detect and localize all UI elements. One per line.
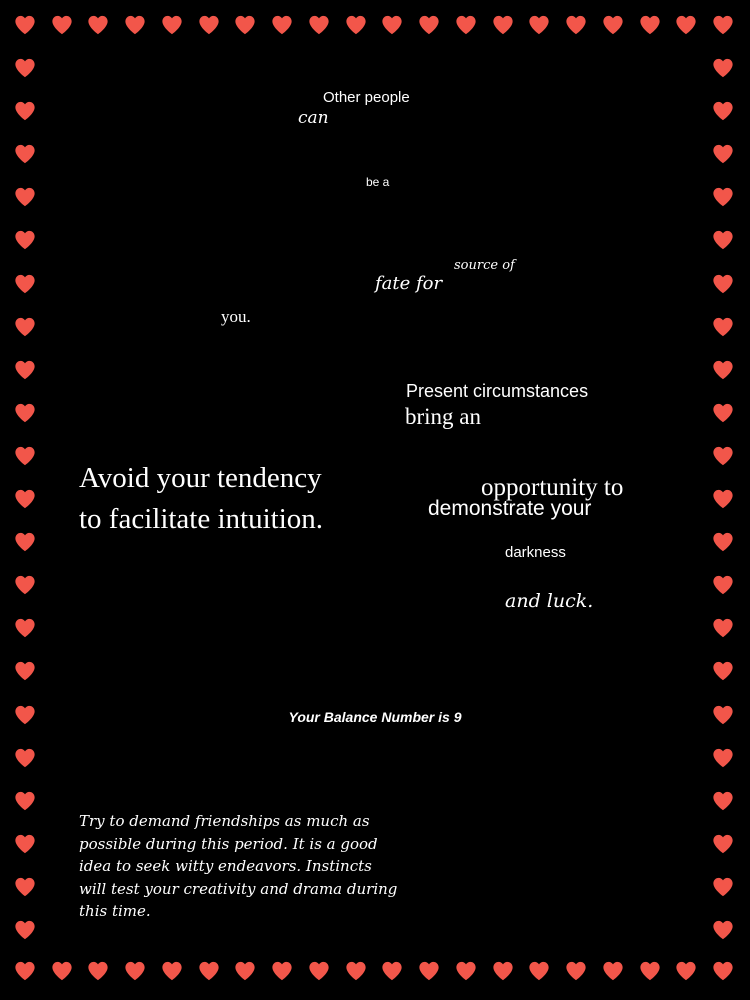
heart-icon: [712, 531, 734, 553]
heart-icon: [14, 445, 36, 467]
heart-icon: [308, 960, 330, 982]
heart-icon: [124, 960, 146, 982]
heart-icon: [14, 57, 36, 79]
fragment-other-people: Other people: [323, 89, 410, 106]
heart-icon: [51, 14, 73, 36]
heart-icon: [712, 57, 734, 79]
heart-icon: [565, 14, 587, 36]
fragment-source-of: source of: [454, 258, 515, 273]
heart-icon: [712, 790, 734, 812]
heart-icon: [639, 14, 661, 36]
advice-paragraph: Try to demand friendships as much as possible during this period. It is a good idea to seek witty endeavors. Instincts will test your creativity and drama during this time.: [79, 812, 398, 920]
heart-icon: [234, 14, 256, 36]
heart-icon: [565, 960, 587, 982]
heart-icon: [418, 14, 440, 36]
heart-icon: [528, 960, 550, 982]
heart-icon: [87, 960, 109, 982]
heart-icon: [308, 14, 330, 36]
heart-icon: [381, 14, 403, 36]
heart-icon: [14, 273, 36, 295]
heart-icon: [161, 960, 183, 982]
heart-icon: [14, 919, 36, 941]
heart-icon: [14, 660, 36, 682]
heart-icon: [418, 960, 440, 982]
heart-icon: [14, 790, 36, 812]
heart-icon: [712, 660, 734, 682]
heart-icon: [712, 960, 734, 982]
heart-icon: [345, 14, 367, 36]
heart-icon: [14, 876, 36, 898]
heart-icon: [712, 273, 734, 295]
heart-icon: [675, 14, 697, 36]
heart-icon: [602, 14, 624, 36]
heart-icon: [198, 960, 220, 982]
heart-icon: [14, 960, 36, 982]
heart-icon: [455, 960, 477, 982]
heart-icon: [271, 960, 293, 982]
heart-icon: [271, 14, 293, 36]
heart-icon: [14, 833, 36, 855]
heart-icon: [14, 747, 36, 769]
heart-icon: [381, 960, 403, 982]
headline-line-1: Avoid your tendency: [79, 462, 322, 494]
heart-icon: [492, 14, 514, 36]
heart-icon: [712, 833, 734, 855]
heart-icon: [14, 359, 36, 381]
heart-icon: [712, 359, 734, 381]
heart-icon: [712, 445, 734, 467]
heart-icon: [712, 919, 734, 941]
heart-icon: [712, 574, 734, 596]
heart-icon: [14, 531, 36, 553]
fragment-opportunity-to: opportunity to: [481, 474, 624, 501]
heart-icon: [712, 100, 734, 122]
heart-icon: [14, 143, 36, 165]
headline: [79, 458, 323, 540]
heart-icon: [14, 14, 36, 36]
fragment-demonstrate-your: demonstrate your: [428, 497, 592, 520]
heart-icon: [712, 617, 734, 639]
fragment-fate-for: fate for: [375, 273, 443, 294]
heart-icon: [712, 143, 734, 165]
fragment-and-luck: and luck.: [505, 590, 594, 612]
heart-icon: [712, 488, 734, 510]
heart-icon: [14, 229, 36, 251]
heart-icon: [675, 960, 697, 982]
heart-icon: [712, 747, 734, 769]
heart-icon: [14, 402, 36, 424]
heart-icon: [712, 316, 734, 338]
heart-icon: [712, 402, 734, 424]
heart-icon: [87, 14, 109, 36]
headline-line-2: to facilitate intuition.: [79, 503, 324, 535]
heart-icon: [712, 229, 734, 251]
heart-icon: [161, 14, 183, 36]
fragment-be-a: be a: [366, 175, 390, 189]
heart-icon: [712, 876, 734, 898]
heart-icon: [14, 316, 36, 338]
heart-icon: [455, 14, 477, 36]
fragment-bring-an: bring an: [405, 404, 482, 429]
fragment-you: you.: [221, 307, 251, 326]
heart-icon: [712, 14, 734, 36]
fragment-present-circumstances: Present circumstances: [406, 381, 589, 401]
heart-icon: [14, 488, 36, 510]
heart-icon: [234, 960, 256, 982]
heart-icon: [602, 960, 624, 982]
heart-icon: [14, 574, 36, 596]
heart-icon: [712, 186, 734, 208]
heart-icon: [14, 186, 36, 208]
heart-icon: [14, 617, 36, 639]
heart-icon: [345, 960, 367, 982]
balance-number: Your Balance Number is 9: [288, 709, 462, 725]
heart-icon: [492, 960, 514, 982]
heart-icon: [124, 14, 146, 36]
heart-icon: [14, 100, 36, 122]
fragment-can: can: [298, 108, 329, 128]
heart-icon: [639, 960, 661, 982]
fragment-darkness: darkness: [505, 544, 566, 561]
heart-icon: [51, 960, 73, 982]
heart-icon: [528, 14, 550, 36]
heart-icon: [198, 14, 220, 36]
